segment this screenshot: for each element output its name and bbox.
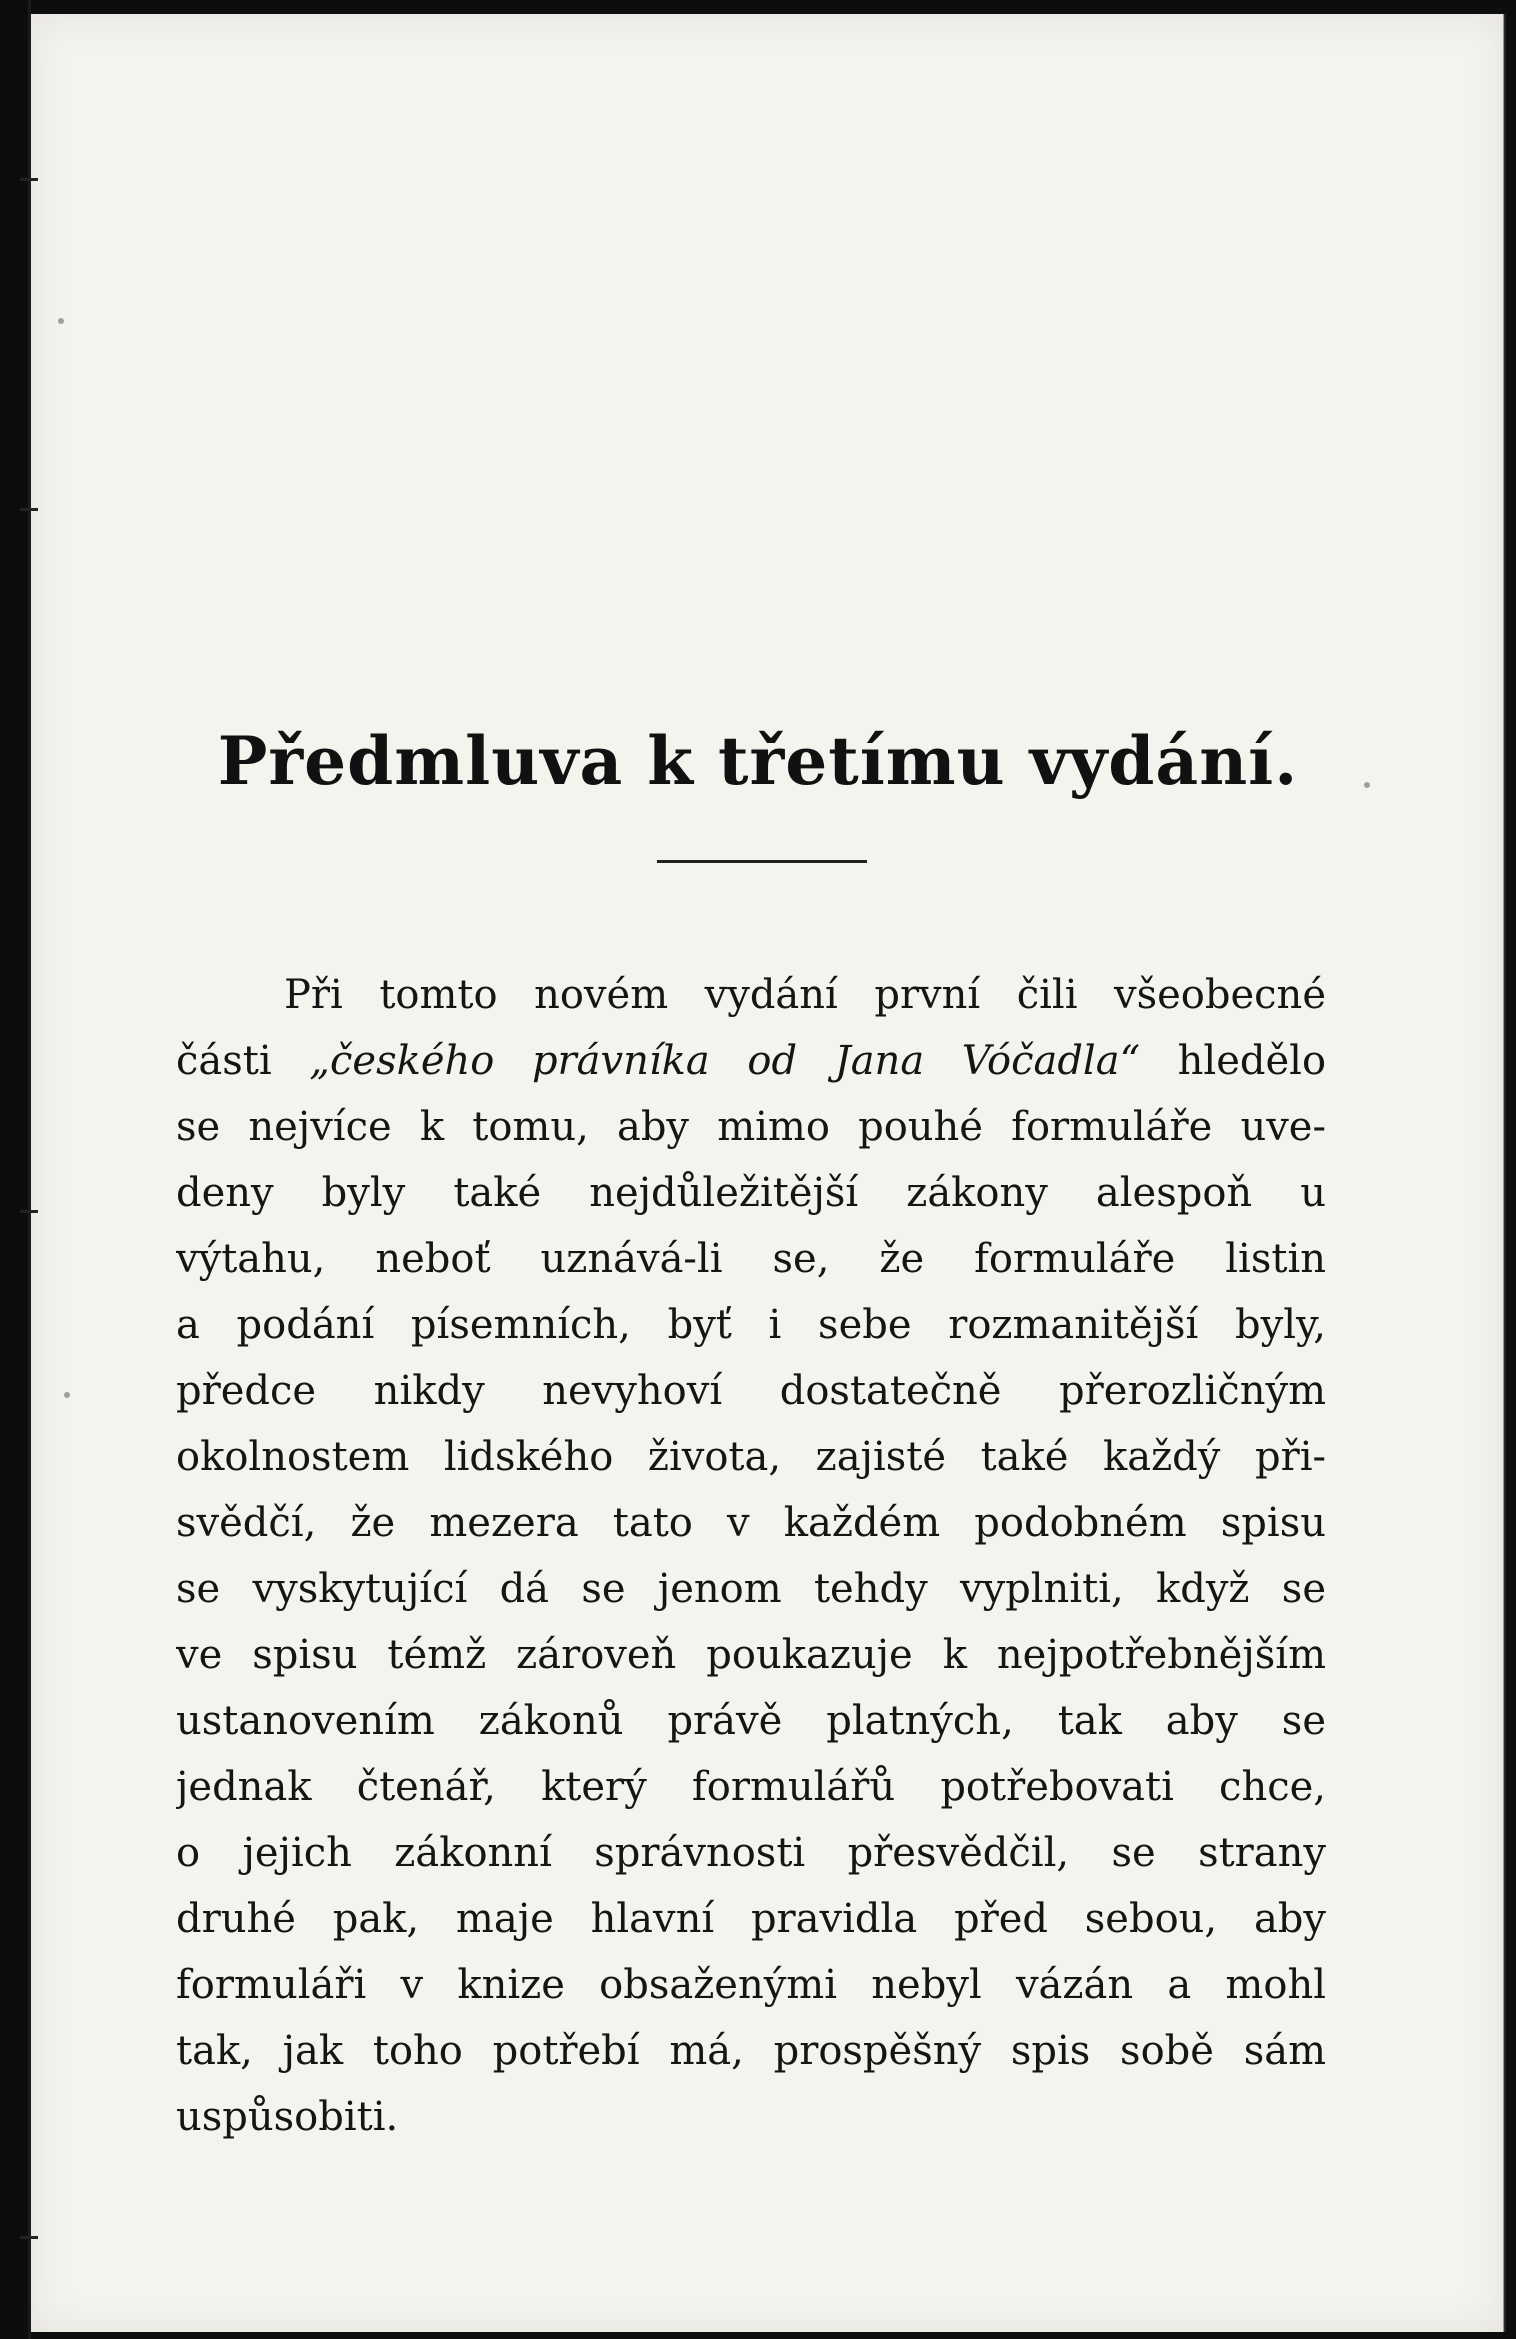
- text-line: výtahu, neboť uznává-li se, že formuláře listin: [176, 1236, 1326, 1282]
- text-line: svědčí, že mezera tato v každém podobném spisu: [176, 1500, 1326, 1546]
- text-fragment: hledělo: [1140, 1038, 1326, 1084]
- text-line: a podání písemních, byť i sebe rozmanitější byly,: [176, 1302, 1326, 1348]
- text-line: ustanovením zákonů právě platných, tak aby se: [176, 1698, 1326, 1744]
- text-line: Při tomto novém vydání první čili všeobecné: [284, 972, 1326, 1018]
- text-line: okolnostem lidského života, zajisté také každý při-: [176, 1434, 1326, 1480]
- binding-mark: [20, 178, 38, 181]
- text-line: ve spisu témž zároveň poukazuje k nejpotřebnějším: [176, 1632, 1326, 1678]
- text-line: [176, 1028, 1326, 1094]
- speck: [64, 1392, 70, 1398]
- title-divider: [657, 860, 867, 863]
- page-right-edge: [1503, 14, 1506, 2332]
- text-line: se vyskytující dá se jenom tehdy vyplniti, když se: [176, 1566, 1326, 1612]
- binding-edge: [28, 0, 31, 2339]
- text-line: uspůsobiti.: [176, 2094, 399, 2140]
- text-line: druhé pak, maje hlavní pravidla před sebou, aby: [176, 1896, 1326, 1942]
- text-line: o jejich zákonní správnosti přesvědčil, se strany: [176, 1830, 1326, 1876]
- text-line: formuláři v knize obsaženými nebyl vázán a mohl: [176, 1962, 1326, 2008]
- text-line: předce nikdy nevyhoví dostatečně přerozličným: [176, 1368, 1326, 1414]
- book-title-italic: „českého právníka od Jana Vóčadla“: [309, 1038, 1141, 1084]
- page-title: Předmluva k třetímu vydání.: [217, 722, 1299, 800]
- speck: [58, 318, 64, 324]
- binding-mark: [20, 508, 38, 511]
- text-line: tak, jak toho potřebí má, prospěšný spis sobě sám: [176, 2028, 1326, 2074]
- text-line: jednak čtenář, který formulářů potřebovati chce,: [176, 1764, 1326, 1810]
- preface-paragraph: [176, 962, 1326, 2150]
- text-line: se nejvíce k tomu, aby mimo pouhé formuláře uve-: [176, 1104, 1326, 1150]
- binding-mark: [20, 1210, 38, 1213]
- binding-mark: [20, 2236, 38, 2239]
- text-line: deny byly také nejdůležitější zákony alespoň u: [176, 1170, 1326, 1216]
- text-fragment: části: [176, 1038, 310, 1084]
